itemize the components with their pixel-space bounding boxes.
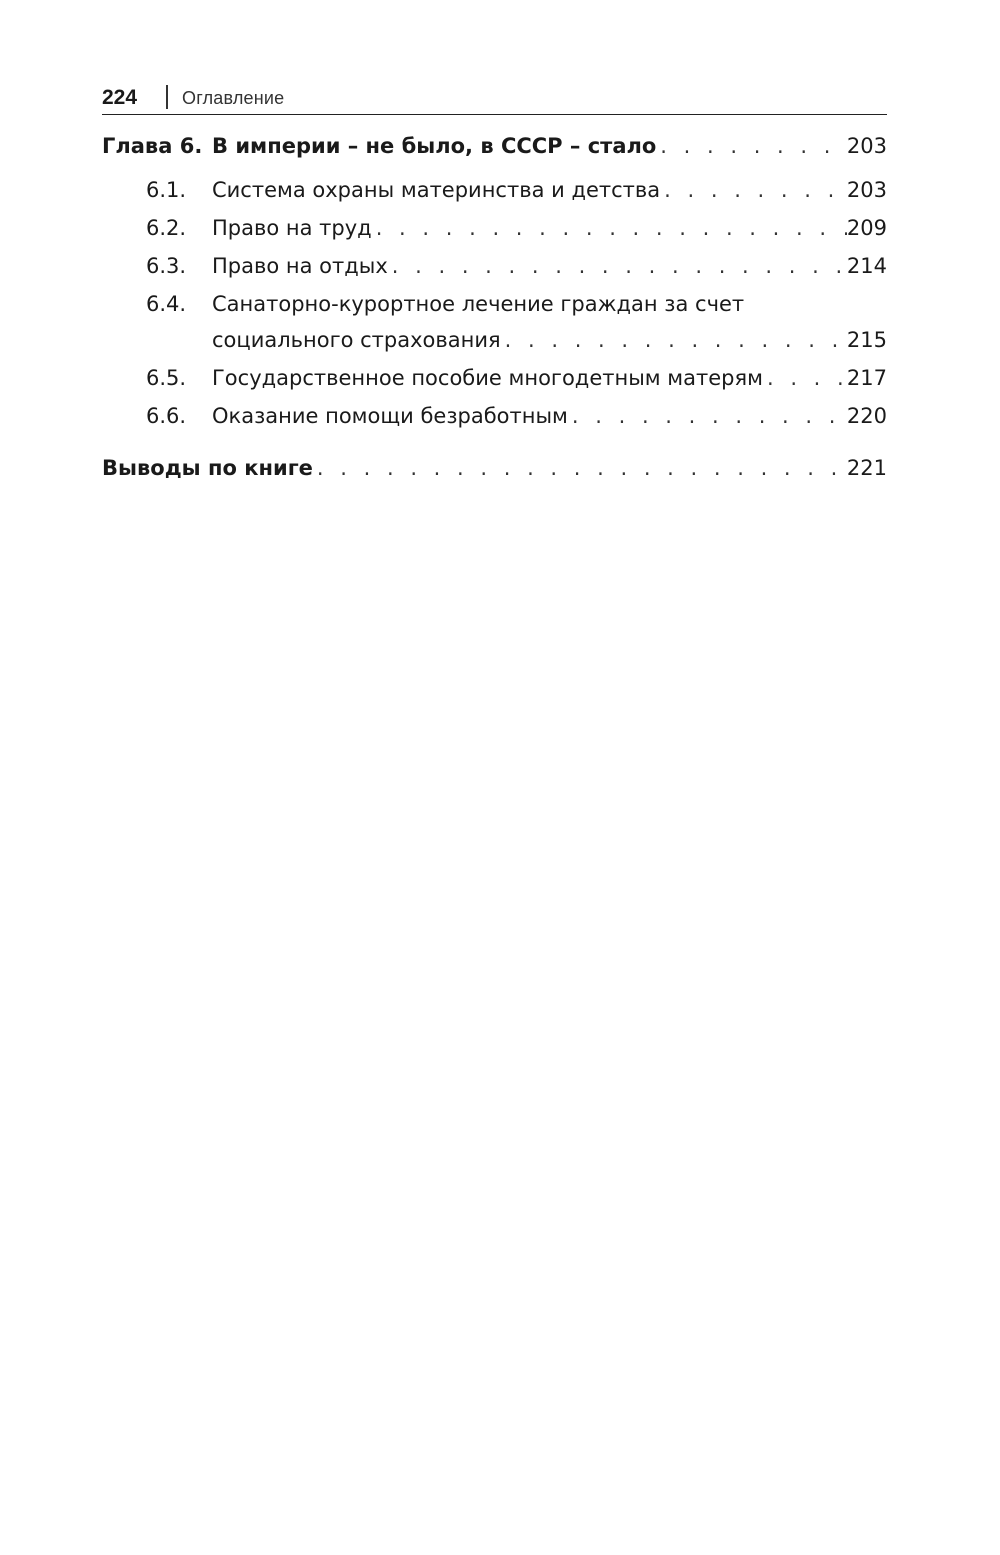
page-number: 224 [102, 86, 138, 109]
table-of-contents [102, 128, 887, 486]
section-page: 217 [846, 366, 887, 390]
section-title: Право на труд [212, 216, 372, 240]
chapter-label: Глава 6. [102, 134, 203, 158]
chapter-title: В империи – не было, в СССР – стало [212, 134, 657, 158]
dot-leader [372, 210, 847, 246]
toc-section-6-6[interactable] [102, 398, 887, 434]
section-title-line-2: социального страхования [212, 328, 501, 352]
running-title: Оглавление [182, 88, 285, 108]
page-header [102, 82, 887, 115]
section-number: 6.1. [146, 178, 187, 202]
conclusion-title: Выводы по книге [102, 456, 313, 480]
section-number: 6.6. [146, 404, 187, 428]
section-title: Государственное пособие многодетным матерям [212, 366, 763, 390]
toc-chapter-6[interactable] [102, 128, 887, 164]
dot-leader [763, 360, 847, 396]
section-page: 209 [846, 216, 887, 240]
toc-section-6-4[interactable] [102, 286, 887, 358]
dot-leader [388, 248, 847, 284]
conclusion-page: 221 [846, 456, 887, 480]
toc-section-6-2[interactable] [102, 210, 887, 246]
dot-leader [660, 172, 847, 208]
section-page: 215 [846, 328, 887, 352]
section-title: Право на отдых [212, 254, 388, 278]
section-page: 203 [846, 178, 887, 202]
section-number: 6.2. [146, 216, 187, 240]
section-title: Оказание помощи безработным [212, 404, 568, 428]
section-number: 6.4. [146, 292, 187, 316]
header-divider [166, 85, 168, 109]
dot-leader [656, 128, 847, 164]
dot-leader [568, 398, 847, 434]
toc-section-6-1[interactable] [102, 172, 887, 208]
dot-leader [501, 322, 847, 358]
section-page: 220 [846, 404, 887, 428]
section-title: Система охраны материнства и детства [212, 178, 661, 202]
dot-leader [313, 450, 847, 486]
toc-section-6-3[interactable] [102, 248, 887, 284]
toc-section-6-5[interactable] [102, 360, 887, 396]
section-page: 214 [846, 254, 887, 278]
chapter-page: 203 [846, 134, 887, 158]
section-title-line-1: Санаторно-курортное лечение граждан за счет [212, 292, 745, 316]
section-number: 6.5. [146, 366, 187, 390]
toc-conclusion[interactable] [102, 450, 887, 486]
section-number: 6.3. [146, 254, 187, 278]
